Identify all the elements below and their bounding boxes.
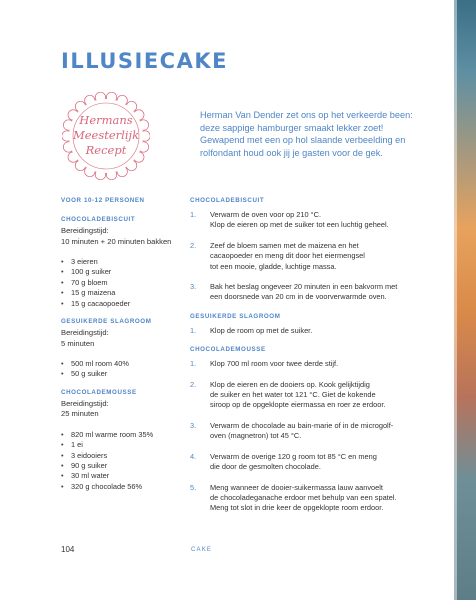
ingredient-item: • 500 ml room 40% (61, 359, 186, 369)
ingredient-item: • 3 eidooiers (61, 451, 186, 461)
badge-text (62, 113, 150, 158)
ingredient-item: • 90 g suiker (61, 461, 186, 471)
recipe-title: ILLUSIECAKE (61, 49, 228, 73)
prep-time: 5 minuten (61, 338, 95, 348)
section-heading: CHOCOLADEBISCUIT (61, 216, 136, 223)
step-number: 3. (190, 420, 197, 430)
ingredient-list (61, 430, 186, 492)
section-heading: CHOCOLADEBISCUIT (190, 197, 265, 204)
prep-time: 25 minuten (61, 409, 99, 419)
ingredient-item: • 70 g bloem (61, 278, 186, 288)
step-text: Zeef de bloem samen met de maizena en het cacaopoeder en meng dit door het eiermengsel tot een mooie, gladde, luchtige massa. (210, 240, 365, 271)
running-footer: CAKE (191, 547, 213, 553)
ingredient-item: • 15 g maizena (61, 288, 186, 298)
step-list (190, 326, 430, 336)
step-number: 4. (190, 451, 197, 461)
ingredient-list (61, 359, 186, 380)
ingredient-item: • 100 g suiker (61, 267, 186, 277)
page-number: 104 (61, 545, 75, 554)
step-text: Klop 700 ml room voor twee derde stijf. (210, 359, 339, 369)
step-list (190, 210, 430, 303)
step-number: 1. (190, 325, 197, 335)
section-heading: GESUIKERDE SLAGROOM (61, 318, 152, 326)
method-step (190, 483, 430, 514)
photo-edge-strip (454, 0, 476, 600)
ingredient-item: • 320 g chocolade 56% (61, 482, 186, 492)
step-text: Meng wanneer de dooier-suikermassa lauw aanvoelt de chocoladeganache erdoor met behulp van een spatel. Meng tot slot in drie keer de opgeklopte room erdoor. (210, 482, 397, 513)
step-number: 1. (190, 210, 197, 219)
step-number: 2. (190, 379, 197, 389)
method-step (190, 380, 430, 411)
prep-label: Bereidingstijd: (61, 226, 109, 235)
section-heading: CHOCOLADEMOUSSE (61, 388, 137, 396)
ingredients-column (61, 197, 186, 492)
method-step (190, 359, 430, 369)
step-text: Verwarm de overige 120 g room tot 85 °C en meng die door de gesmolten chocolade. (210, 451, 377, 472)
method-step (190, 210, 430, 231)
prep-label: Bereidingstijd: (61, 328, 109, 338)
ingredient-section-biscuit (61, 216, 186, 309)
ingredient-list (61, 257, 186, 309)
step-number: 1. (190, 359, 197, 369)
method-step (190, 326, 430, 336)
step-list (190, 359, 430, 513)
hermans-recept-badge (62, 92, 150, 180)
step-text: Verwarm de chocolade au bain-marie of in de microgolf- oven (magnetron) tot 45 °C. (210, 420, 394, 441)
badge-line: Recept (85, 143, 127, 157)
method-column (190, 197, 430, 524)
intro-paragraph: Herman Van Dender zet ons op het verkeerde been: deze sappige hamburger smaakt lekker zoet! Gewapend met een op hol slaande verbeelding en rolfondant houd ook jij je gasten voor de gek. (200, 110, 413, 158)
step-number: 3. (190, 282, 197, 292)
ingredient-item: • 1 ei (61, 440, 186, 450)
badge-line: Meesterlijk (72, 128, 140, 142)
step-number: 5. (190, 482, 197, 492)
method-step (190, 421, 430, 442)
section-heading: GESUIKERDE SLAGROOM (190, 312, 281, 320)
ingredient-item: • 3 eieren (61, 257, 186, 267)
ingredient-item: • 15 g cacaopoeder (61, 299, 186, 309)
ingredient-section-slagroom (61, 318, 186, 380)
step-number: 2. (190, 240, 197, 250)
servings-heading: VOOR 10-12 PERSONEN (61, 197, 145, 204)
badge-line: Hermans (79, 113, 133, 127)
step-text: Verwarm de oven voor op 210 °C. Klop de eieren op met de suiker tot een luchtig geheel. (210, 210, 389, 230)
prep-label: Bereidingstijd: (61, 398, 109, 408)
section-heading: CHOCOLADEMOUSSE (190, 346, 266, 354)
prep-time: 10 minuten + 20 minuten bakken (61, 236, 172, 246)
method-section-mousse (190, 346, 430, 513)
ingredient-section-mousse (61, 389, 186, 492)
step-text: Bak het beslag ongeveer 20 minuten in een bakvorm met een doorsnede van 20 cm in de voorverwarmde oven. (210, 282, 398, 302)
method-step (190, 241, 430, 272)
method-step (190, 282, 430, 303)
step-text: Klop de room op met de suiker. (210, 325, 313, 335)
ingredient-item: • 50 g suiker (61, 369, 186, 379)
ingredient-item: • 820 ml warme room 35% (61, 430, 186, 440)
method-step (190, 452, 430, 473)
ingredient-item: • 30 ml water (61, 471, 186, 481)
method-section-slagroom (190, 313, 430, 336)
step-text: Klop de eieren en de dooiers op. Kook gelijktijdig de suiker en het water tot 121 °C. Giet de kokende siroop op de opgeklopte eiermassa en roer ze erdoor. (210, 379, 386, 410)
method-section-biscuit (190, 197, 430, 303)
